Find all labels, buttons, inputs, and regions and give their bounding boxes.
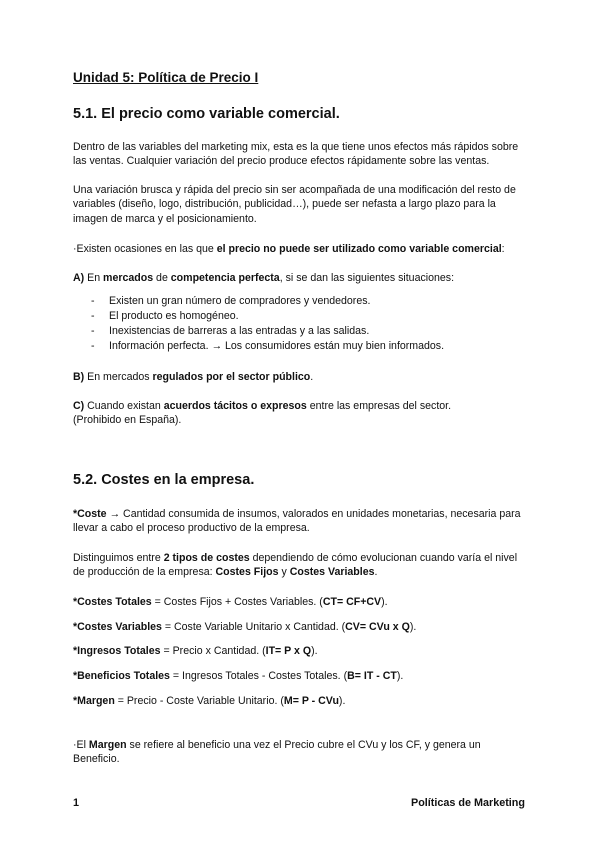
page-number: 1 xyxy=(73,797,80,809)
list-item: - El producto es homogéneo. xyxy=(91,310,239,322)
section-1-heading: 5.1. El precio como variable comercial. xyxy=(73,106,340,122)
formula-margen: *Margen = Precio - Coste Variable Unitario. (M= P - CVu). xyxy=(73,695,346,707)
conditions-list xyxy=(91,294,444,354)
list-item: - Información perfecta. → Los consumidores están muy bien informados. xyxy=(91,340,445,352)
intro-paragraph-2: Una variación brusca y rápida del precio sin ser acompañada de una modificación del resto de variables (diseño, logo, distribución, publicidad…), puede ser nefasta a largo plazo para la imagen de marca y el posicionamiento. xyxy=(73,184,516,225)
case-b-paragraph: B) En mercados regulados por el sector público. xyxy=(73,371,314,383)
case-a-paragraph: A) En mercados de competencia perfecta, si se dan las siguientes situaciones: xyxy=(73,272,455,284)
occasions-paragraph: ·Existen ocasiones en las que el precio no puede ser utilizado como variable comercial: xyxy=(73,243,505,255)
formula-costes-variables: *Costes Variables = Coste Variable Unitario x Cantidad. (CV= CVu x Q). xyxy=(73,621,417,633)
case-c-paragraph: C) Cuando existan acuerdos tácitos o expresos entre las empresas del sector. (Prohibido en España). xyxy=(73,400,452,427)
list-item: - Existen un gran número de compradores y vendedores. xyxy=(91,295,371,307)
coste-definition: *Coste → Cantidad consumida de insumos, valorados en unidades monetarias, necesaria para llevar a cabo el proceso productivo de la empresa. xyxy=(73,508,521,535)
formula-costes-totales: *Costes Totales = Costes Fijos + Costes Variables. (CT= CF+CV). xyxy=(73,596,388,608)
formula-ingresos-totales: *Ingresos Totales = Precio x Cantidad. (IT= P x Q). xyxy=(73,645,318,657)
margen-paragraph: ·El Margen se refiere al beneficio una vez el Precio cubre el CVu y los CF, y genera un Beneficio. xyxy=(73,739,481,766)
list-item: - Inexistencias de barreras a las entradas y a las salidas. xyxy=(91,325,370,337)
section-2-heading: 5.2. Costes en la empresa. xyxy=(73,472,255,488)
cost-types-paragraph: Distinguimos entre 2 tipos de costes dependiendo de cómo evolucionan cuando varía el nivel de producción de la empresa: Costes Fijos y Costes Variables. xyxy=(73,552,518,579)
page-title: Unidad 5: Política de Precio I xyxy=(73,70,259,85)
formula-beneficios-totales: *Beneficios Totales = Ingresos Totales - Costes Totales. (B= IT - CT). xyxy=(73,670,404,682)
footer-subject: Políticas de Marketing xyxy=(411,797,525,809)
intro-paragraph: Dentro de las variables del marketing mix, esta es la que tiene unos efectos más rápidos sobre las ventas. Cualquier variación del precio produce efectos rápidamente sobre las ventas. xyxy=(73,141,519,168)
